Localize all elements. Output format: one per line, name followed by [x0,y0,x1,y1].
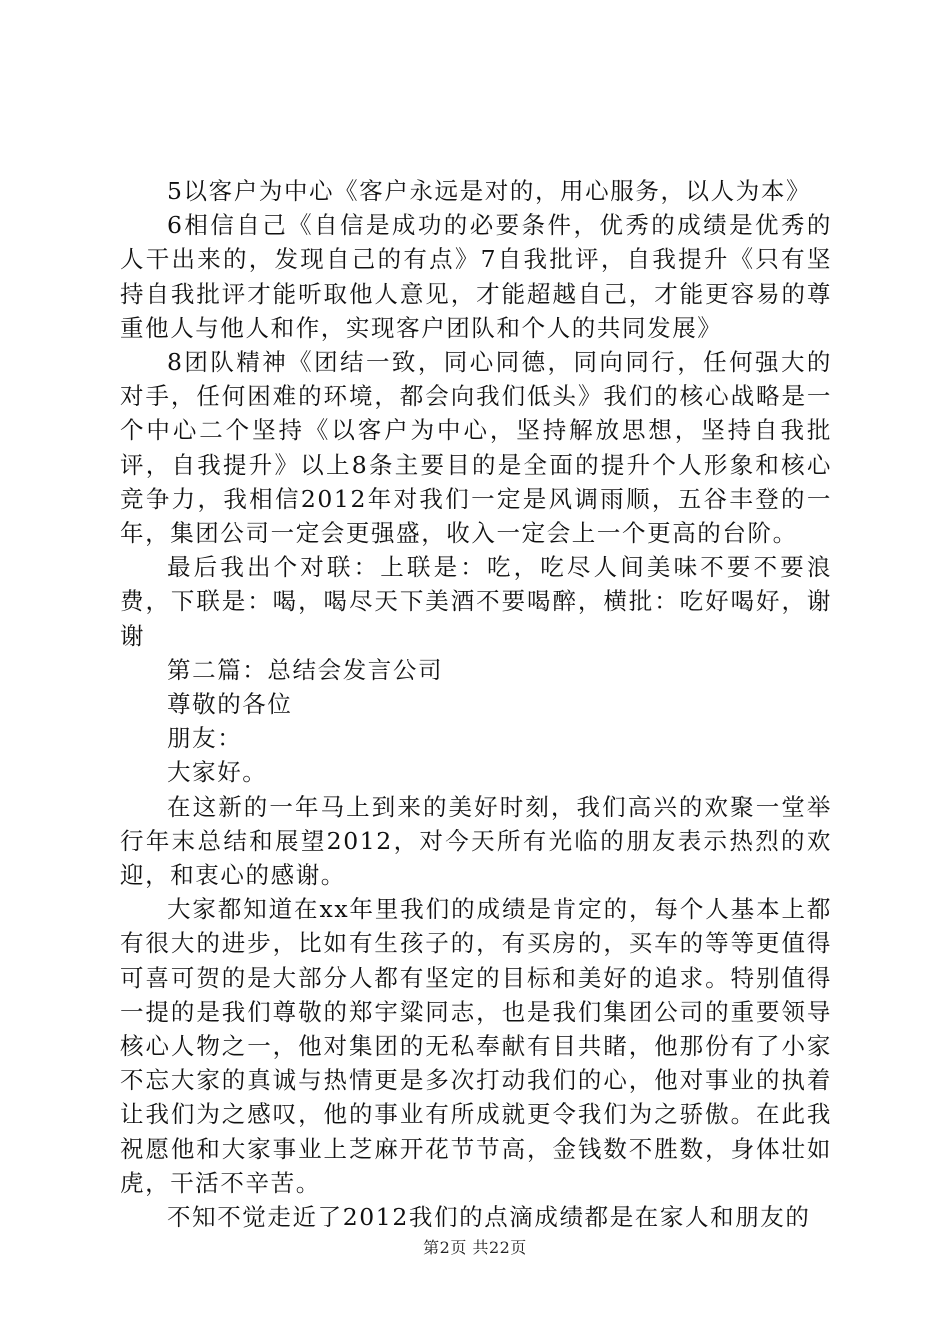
paragraph-self-confidence: 6相信自己《自信是成功的必要条件，优秀的成绩是优秀的人干出来的，发现自己的有点》7自我批评，自我提升《只有坚持自我批评才能听取他人意见，才能超越自己，才能更容易的尊重他人与他人和作，实现客户团队和个人的共同发展》 [120,211,832,342]
document-body [120,174,832,1234]
paragraph-couplet: 最后我出个对联：上联是：吃，吃尽人间美味不要不要浪费，下联是：喝，喝尽天下美酒不要喝醉，横批：吃好喝好，谢谢 [120,553,832,650]
paragraph-closing-partial: 不知不觉走近了2012我们的点滴成绩都是在家人和朋友的 [167,1203,811,1232]
greeting: 大家好。 [167,758,268,787]
page-number-footer: 第2页 共22页 [423,1238,527,1257]
paragraph-team-spirit: 8团队精神《团结一致，同心同德，同向同行，任何强大的对手，任何困难的环境，都会向我们低头》我们的核心战略是一个中心二个坚持《以客户为中心，坚持解放思想，坚持自我批评，自我提升》以上8条主要目的是全面的提升个人形象和核心竞争力，我相信2012年对我们一定是风调雨顺，五谷丰登的一年，集团公司一定会更强盛，收入一定会上一个更高的台阶。 [120,348,832,548]
paragraph-welcome: 在这新的一年马上到来的美好时刻，我们高兴的欢聚一堂举行年末总结和展望2012，对今天所有光临的朋友表示热烈的欢迎，和衷心的感谢。 [120,792,832,890]
paragraph-customer-centered: 5以客户为中心《客户永远是对的，用心服务，以人为本》 [167,177,812,205]
salutation-line-1: 尊敬的各位 [167,690,293,719]
section-heading: 第二篇：总结会发言公司 [167,655,444,684]
salutation-line-2: 朋友： [167,724,243,753]
paragraph-achievements: 大家都知道在xx年里我们的成绩是肯定的，每个人基本上都有很大的进步，比如有生孩子的，有买房的，买车的等等更值得可喜可贺的是大部分人都有坚定的目标和美好的追求。特别值得一提的是我们尊敬的郑宇粱同志，也是我们集团公司的重要领导核心人物之一，他对集团的无私奉献有目共睹，他那份有了小家不忘大家的真诚与热情更是多次打动我们的心，他对事业的执着让我们为之感叹，他的事业有所成就更令我们为之骄傲。在此我祝愿他和大家事业上芝麻开花节节高，金钱数不胜数，身体壮如虎，干活不辛苦。 [120,895,832,1197]
